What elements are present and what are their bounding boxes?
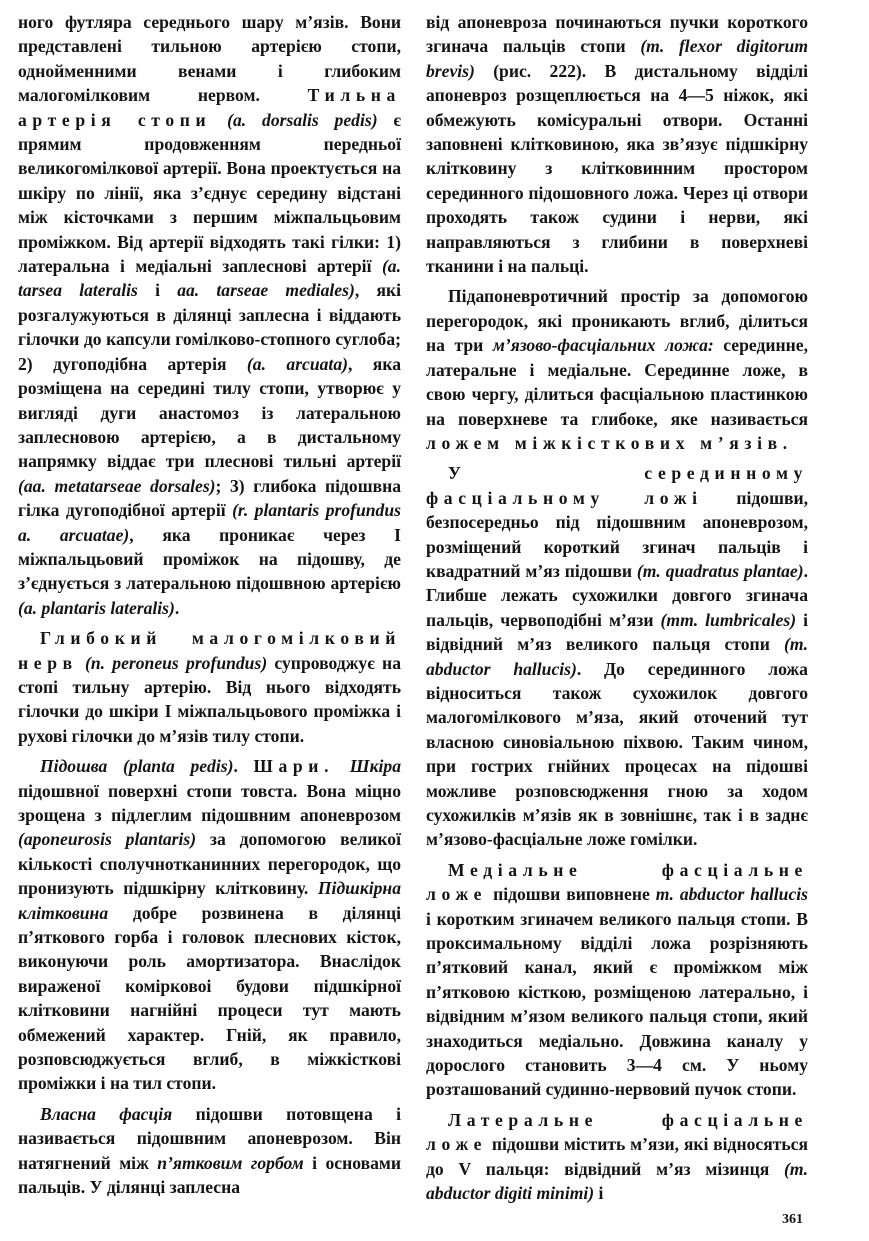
spaced-heading: Шари.: [253, 756, 335, 777]
text-run: добре розвинена в ділянці п’яткового горба і головок плеснових кісток, виконуючи роль амортизатора. Внаслідок вираженої комірковоі будови підшкірної клітковини нагнійні процеси тут мають обмежений характер. Гній, як правило, розповсюджується вглиб, в міжкісткові проміжки і на тил стопи.: [18, 902, 401, 1094]
text-run: і: [137, 280, 178, 301]
text-run: , які розгалужуються в ділянці заплесна і віддають гілочки до капсули гомілково-стопного суглоба; 2) дугоподібна артерія: [18, 280, 401, 374]
spaced-heading: Медіальне фасціальне ложе: [426, 859, 808, 905]
text-run: , яка проникає через I міжпальцьовий проміжок на підошву, де з’єднується з латеральною підошвною артерією: [18, 524, 401, 594]
latin-term: (a. arcuata): [246, 353, 348, 374]
latin-term: (m. flexor digitorum brevis): [426, 36, 809, 81]
latin-term: Підошва: [40, 756, 108, 777]
right-text-column: [426, 10, 808, 1206]
latin-term: (planta pedis): [122, 756, 234, 777]
text-run: є прямим продовженням передньої великогомілкової артерії. Вона проектується на шкіру по лінії, яка з’єднує середину відстані між кісточками з першим міжпальцьовим проміжком. Від артерії відходять такі гілки: 1) латеральна і медіальні заплеснові артерії: [18, 109, 401, 277]
latin-term: (aa. metatarseae dorsales): [18, 475, 216, 496]
paragraph: [18, 754, 401, 1096]
text-run: [78, 653, 85, 673]
latin-term: Підшкірна клітковина: [18, 878, 401, 923]
text-run: ного футляра середнього шару м’язів. Вони представлені тильною артерією стопи, однойменними венами і глибоким малогомілковим нервом.: [18, 12, 401, 106]
latin-term: м’язово-фасціальних ложа:: [492, 335, 714, 356]
latin-term: (a. plantaris lateralis): [18, 597, 175, 618]
latin-term: (a. tarsea lateralis: [18, 256, 401, 301]
latin-term: m. abductor hallucis: [655, 884, 808, 905]
latin-term: (mm. lumbricales): [660, 609, 797, 630]
spaced-heading: Латеральне фасціальне ложе: [426, 1109, 808, 1155]
text-run: . До серединного ложа відноситься також сухожилок довгого малогомілкового м’яза, який оточений тут власною синовіальною піхвою. Таким чином, при гострих гнійних процесах на підошві можливе розповсюдження гною за ходом сухожилків м’язів як в зовнішнє, так і в заднє м’язово-фасціальне ложе гомілки.: [426, 658, 808, 850]
paragraph: [18, 1102, 401, 1200]
text-run: ; 3) глибока підошвна гілка дугоподібної артерії: [18, 475, 402, 521]
paragraph: [426, 461, 808, 852]
latin-term: (r. plantaris profundus a. arcuatae): [18, 500, 401, 545]
latin-term: (m. abductor digiti minimi): [426, 1158, 808, 1204]
text-run: , яка розміщена на середині тилу стопи, утворює у вигляді дуги анастомоз із латеральною заплесновою артерією, а в дистальному напрямку віддає три плеснові тильні артерії: [18, 353, 401, 472]
page-number: 361: [782, 1212, 803, 1227]
latin-term: (m. abductor hallucis): [426, 634, 808, 679]
latin-term: Власна фасція: [40, 1103, 173, 1124]
text-run: за допомогою великої кількості сполучнотканинних перегородок, що пронизують підшкірну клітковину.: [18, 829, 401, 899]
spaced-heading: ложем міжкісткових м’язів.: [426, 432, 793, 453]
latin-term: (a. dorsalis pedis): [227, 109, 378, 130]
text-run: від апоневроза починаються пучки короткого згинача пальців стопи: [426, 12, 808, 57]
text-run: і: [594, 1183, 604, 1204]
latin-term: (n. peroneus profundus): [85, 652, 268, 673]
text-run: супроводжує на стопі тильну артерію. Від нього відходять гілочки до шкіри I міжпальцьового проміжка і рухові гілочки до м’язів тилу стопи.: [18, 652, 401, 746]
paragraph: [426, 1108, 808, 1206]
text-run: .: [233, 756, 254, 777]
latin-term: п’ятковим горбом: [157, 1152, 304, 1173]
left-text-column: [18, 10, 401, 1200]
text-run: .: [174, 597, 180, 618]
text-run: підошви потовщена і називається підошвним апоневрозом. Він натягнений між: [18, 1103, 401, 1173]
spaced-heading: Тильна артерія стопи: [18, 85, 401, 130]
text-run: (рис. 222). В дистальному відділі апоневроз розщеплюється на 4—5 ніжок, які обмежують комісуральні отвори. Останні заповнені клітковиною, яка зв’язує підшкірну клітковину з клітковинним простором серединного підошовного ложа. Через ці отвори проходять також судини і нерви, які направляються з глибини в поверхневі тканини і на пальці.: [426, 60, 808, 277]
text-run: . Глибше лежать сухожилки довгого згинача пальців, червоподібні м’язи: [426, 560, 808, 630]
spaced-heading: Глибокий малогомілковий нерв: [18, 628, 401, 673]
text-run: і коротким згиначем великого пальця стопи. В проксимальному відділі ложа розрізняють п’ятковий канал, який є проміжком між п’ятковою кісткою, розміщеною латерально, і відвідним м’язом великого пальця стопи, який знаходиться медіально. Довжина каналу у дорослого становить 3—4 см. У ньому розташований судинно-нервовий пучок стопи.: [426, 908, 808, 1100]
paragraph: [426, 10, 808, 278]
text-run: Підапоневротичний простір за допомогою перегородок, які проникають вглиб, ділиться на три: [426, 286, 808, 356]
text-run: підошви виповнене: [487, 884, 656, 905]
text-run: [334, 756, 350, 776]
latin-term: (aponeurosis plantaris): [18, 829, 197, 850]
text-run: [211, 110, 227, 130]
text-run: підошвної поверхні стопи товста. Вона міцно зрощена з підлеглим підошвним апоневрозом: [18, 780, 401, 825]
text-run: серединне, латеральне і медіальне. Серединне ложе, в свою чергу, ділиться фасціальною пластинкою на поверхневе та глибоке, яке називається: [426, 335, 808, 429]
latin-term: Шкіра: [349, 756, 401, 777]
text-run: підошви, безпосередньо під підошвним апоневрозом, розміщений короткий згинач пальців і квадратний м’яз підошви: [426, 487, 808, 581]
text-run: і основами пальців. У ділянці заплесна: [18, 1152, 401, 1198]
spaced-heading: У серединному фасціальному ложі: [426, 463, 808, 508]
latin-term: aa. tarseae mediales): [177, 280, 355, 301]
paragraph: [18, 626, 401, 748]
latin-term: (m. quadratus plantae): [636, 560, 804, 581]
text-run: підошви містить м’язи, які відносяться до V пальця: відвідний м’яз мізинця: [426, 1134, 808, 1179]
paragraph: [426, 858, 808, 1102]
paragraph: [426, 284, 808, 455]
paragraph: [18, 10, 401, 620]
text-run: і відвідний м’яз великого пальця стопи: [426, 609, 808, 655]
text-run: [107, 756, 123, 776]
